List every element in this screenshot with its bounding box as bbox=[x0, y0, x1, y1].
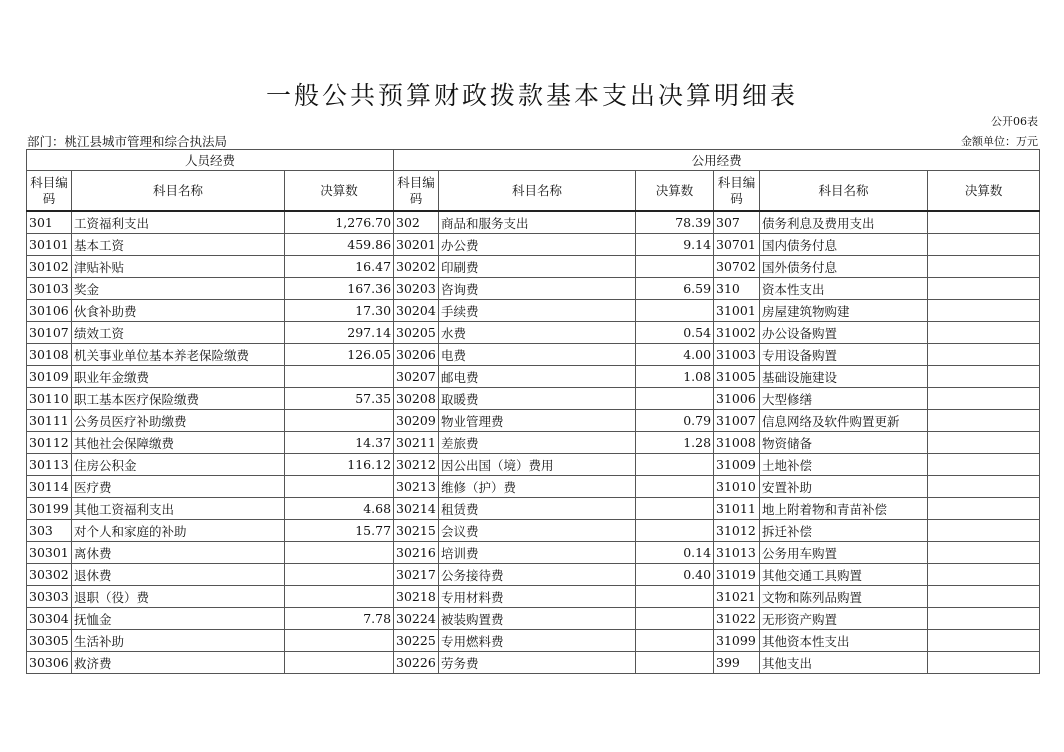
name-cell: 奖金 bbox=[72, 278, 285, 300]
code-cell: 31002 bbox=[714, 322, 760, 344]
amount-cell bbox=[928, 564, 1040, 586]
name-cell: 印刷费 bbox=[439, 256, 636, 278]
name-cell: 公务员医疗补助缴费 bbox=[72, 410, 285, 432]
code-cell: 30302 bbox=[27, 564, 72, 586]
name-cell: 伙食补助费 bbox=[72, 300, 285, 322]
code-cell: 30212 bbox=[394, 454, 439, 476]
name-cell: 职业年金缴费 bbox=[72, 366, 285, 388]
header-name: 科目名称 bbox=[439, 171, 636, 212]
code-cell: 30108 bbox=[27, 344, 72, 366]
amount-cell bbox=[285, 410, 394, 432]
unit-label: 金额单位：万元 bbox=[961, 135, 1038, 148]
code-cell: 31009 bbox=[714, 454, 760, 476]
name-cell: 因公出国（境）费用 bbox=[439, 454, 636, 476]
code-cell: 30206 bbox=[394, 344, 439, 366]
header-name: 科目名称 bbox=[760, 171, 928, 212]
code-cell: 30304 bbox=[27, 608, 72, 630]
name-cell: 地上附着物和青苗补偿 bbox=[760, 498, 928, 520]
code-cell: 30114 bbox=[27, 476, 72, 498]
amount-cell bbox=[636, 586, 714, 608]
amount-cell bbox=[928, 278, 1040, 300]
amount-cell bbox=[928, 520, 1040, 542]
name-cell: 安置补助 bbox=[760, 476, 928, 498]
name-cell: 职工基本医疗保险缴费 bbox=[72, 388, 285, 410]
table-row bbox=[27, 278, 1040, 300]
code-cell: 30213 bbox=[394, 476, 439, 498]
code-cell: 31012 bbox=[714, 520, 760, 542]
expenditure-table bbox=[26, 149, 1040, 674]
section-personnel: 人员经费 bbox=[27, 150, 394, 171]
table-row bbox=[27, 454, 1040, 476]
code-cell: 30110 bbox=[27, 388, 72, 410]
section-public: 公用经费 bbox=[394, 150, 1040, 171]
name-cell: 大型修缮 bbox=[760, 388, 928, 410]
amount-cell: 0.40 bbox=[636, 564, 714, 586]
name-cell: 工资福利支出 bbox=[72, 211, 285, 234]
code-cell: 30306 bbox=[27, 652, 72, 674]
amount-cell bbox=[636, 608, 714, 630]
amount-cell: 1.28 bbox=[636, 432, 714, 454]
table-row bbox=[27, 322, 1040, 344]
code-cell: 31021 bbox=[714, 586, 760, 608]
name-cell: 退休费 bbox=[72, 564, 285, 586]
amount-cell: 1,276.70 bbox=[285, 211, 394, 234]
name-cell: 会议费 bbox=[439, 520, 636, 542]
amount-cell bbox=[285, 476, 394, 498]
code-cell: 30208 bbox=[394, 388, 439, 410]
name-cell: 抚恤金 bbox=[72, 608, 285, 630]
code-cell: 31010 bbox=[714, 476, 760, 498]
amount-cell bbox=[636, 498, 714, 520]
amount-cell bbox=[928, 388, 1040, 410]
code-cell: 30301 bbox=[27, 542, 72, 564]
page-title: 一般公共预算财政拨款基本支出决算明细表 bbox=[265, 81, 798, 110]
table-row bbox=[27, 542, 1040, 564]
amount-cell: 297.14 bbox=[285, 322, 394, 344]
code-cell: 399 bbox=[714, 652, 760, 674]
table-row bbox=[27, 498, 1040, 520]
header-amount: 决算数 bbox=[285, 171, 394, 212]
name-cell: 电费 bbox=[439, 344, 636, 366]
amount-cell bbox=[928, 300, 1040, 322]
name-cell: 国内债务付息 bbox=[760, 234, 928, 256]
amount-cell bbox=[928, 256, 1040, 278]
amount-cell bbox=[928, 366, 1040, 388]
code-cell: 30203 bbox=[394, 278, 439, 300]
name-cell: 无形资产购置 bbox=[760, 608, 928, 630]
table-row bbox=[27, 630, 1040, 652]
name-cell: 土地补偿 bbox=[760, 454, 928, 476]
name-cell: 专用燃料费 bbox=[439, 630, 636, 652]
amount-cell bbox=[636, 454, 714, 476]
table-row bbox=[27, 256, 1040, 278]
name-cell: 商品和服务支出 bbox=[439, 211, 636, 234]
amount-cell bbox=[636, 300, 714, 322]
name-cell: 医疗费 bbox=[72, 476, 285, 498]
code-cell: 30701 bbox=[714, 234, 760, 256]
code-cell: 31006 bbox=[714, 388, 760, 410]
code-cell: 31011 bbox=[714, 498, 760, 520]
name-cell: 基础设施建设 bbox=[760, 366, 928, 388]
name-cell: 其他资本性支出 bbox=[760, 630, 928, 652]
name-cell: 专用材料费 bbox=[439, 586, 636, 608]
table-row bbox=[27, 564, 1040, 586]
code-cell: 30211 bbox=[394, 432, 439, 454]
table-row bbox=[27, 652, 1040, 674]
table-row bbox=[27, 211, 1040, 234]
table-row bbox=[27, 586, 1040, 608]
name-cell: 房屋建筑物购建 bbox=[760, 300, 928, 322]
code-cell: 30207 bbox=[394, 366, 439, 388]
name-cell: 咨询费 bbox=[439, 278, 636, 300]
amount-cell bbox=[928, 630, 1040, 652]
code-cell: 30102 bbox=[27, 256, 72, 278]
name-cell: 津贴补贴 bbox=[72, 256, 285, 278]
amount-cell bbox=[636, 630, 714, 652]
amount-cell bbox=[636, 652, 714, 674]
amount-cell: 0.79 bbox=[636, 410, 714, 432]
code-cell: 31001 bbox=[714, 300, 760, 322]
code-cell: 30217 bbox=[394, 564, 439, 586]
code-cell: 30303 bbox=[27, 586, 72, 608]
name-cell: 被装购置费 bbox=[439, 608, 636, 630]
code-cell: 30202 bbox=[394, 256, 439, 278]
amount-cell bbox=[636, 256, 714, 278]
name-cell: 拆迁补偿 bbox=[760, 520, 928, 542]
table-row bbox=[27, 344, 1040, 366]
name-cell: 其他交通工具购置 bbox=[760, 564, 928, 586]
name-cell: 其他工资福利支出 bbox=[72, 498, 285, 520]
code-cell: 30112 bbox=[27, 432, 72, 454]
header-code: 科目编码 bbox=[27, 171, 72, 212]
name-cell: 水费 bbox=[439, 322, 636, 344]
table-row bbox=[27, 300, 1040, 322]
name-cell: 国外债务付息 bbox=[760, 256, 928, 278]
name-cell: 办公费 bbox=[439, 234, 636, 256]
name-cell: 邮电费 bbox=[439, 366, 636, 388]
code-cell: 30209 bbox=[394, 410, 439, 432]
code-cell: 30305 bbox=[27, 630, 72, 652]
name-cell: 资本性支出 bbox=[760, 278, 928, 300]
amount-cell: 15.77 bbox=[285, 520, 394, 542]
code-cell: 30218 bbox=[394, 586, 439, 608]
code-cell: 30103 bbox=[27, 278, 72, 300]
amount-cell bbox=[928, 432, 1040, 454]
name-cell: 住房公积金 bbox=[72, 454, 285, 476]
amount-cell: 1.08 bbox=[636, 366, 714, 388]
amount-cell bbox=[285, 630, 394, 652]
table-row bbox=[27, 476, 1040, 498]
header-code: 科目编码 bbox=[394, 171, 439, 212]
amount-cell: 459.86 bbox=[285, 234, 394, 256]
name-cell: 退职（役）费 bbox=[72, 586, 285, 608]
amount-cell: 4.00 bbox=[636, 344, 714, 366]
table-row bbox=[27, 432, 1040, 454]
name-cell: 租赁费 bbox=[439, 498, 636, 520]
name-cell: 取暖费 bbox=[439, 388, 636, 410]
name-cell: 公务用车购置 bbox=[760, 542, 928, 564]
name-cell: 其他支出 bbox=[760, 652, 928, 674]
name-cell: 生活补助 bbox=[72, 630, 285, 652]
amount-cell: 116.12 bbox=[285, 454, 394, 476]
amount-cell: 126.05 bbox=[285, 344, 394, 366]
amount-cell bbox=[928, 476, 1040, 498]
amount-cell bbox=[636, 388, 714, 410]
name-cell: 物资储备 bbox=[760, 432, 928, 454]
table-row bbox=[27, 410, 1040, 432]
code-cell: 30199 bbox=[27, 498, 72, 520]
code-cell: 30109 bbox=[27, 366, 72, 388]
code-cell: 31007 bbox=[714, 410, 760, 432]
amount-cell bbox=[285, 652, 394, 674]
code-cell: 30111 bbox=[27, 410, 72, 432]
amount-cell: 9.14 bbox=[636, 234, 714, 256]
table-row bbox=[27, 366, 1040, 388]
name-cell: 救济费 bbox=[72, 652, 285, 674]
amount-cell bbox=[636, 520, 714, 542]
table-row bbox=[27, 388, 1040, 410]
amount-cell: 7.78 bbox=[285, 608, 394, 630]
amount-cell: 17.30 bbox=[285, 300, 394, 322]
code-cell: 31005 bbox=[714, 366, 760, 388]
table-row bbox=[27, 234, 1040, 256]
name-cell: 文物和陈列品购置 bbox=[760, 586, 928, 608]
name-cell: 离休费 bbox=[72, 542, 285, 564]
code-cell: 30205 bbox=[394, 322, 439, 344]
code-cell: 30224 bbox=[394, 608, 439, 630]
column-header-row bbox=[27, 171, 1040, 212]
header-name: 科目名称 bbox=[72, 171, 285, 212]
code-cell: 31008 bbox=[714, 432, 760, 454]
amount-cell bbox=[928, 608, 1040, 630]
amount-cell bbox=[928, 542, 1040, 564]
code-cell: 31019 bbox=[714, 564, 760, 586]
name-cell: 其他社会保障缴费 bbox=[72, 432, 285, 454]
name-cell: 物业管理费 bbox=[439, 410, 636, 432]
code-cell: 30216 bbox=[394, 542, 439, 564]
name-cell: 劳务费 bbox=[439, 652, 636, 674]
amount-cell bbox=[285, 366, 394, 388]
amount-cell bbox=[928, 410, 1040, 432]
code-cell: 31003 bbox=[714, 344, 760, 366]
name-cell: 公务接待费 bbox=[439, 564, 636, 586]
code-cell: 30214 bbox=[394, 498, 439, 520]
name-cell: 专用设备购置 bbox=[760, 344, 928, 366]
name-cell: 办公设备购置 bbox=[760, 322, 928, 344]
code-cell: 30106 bbox=[27, 300, 72, 322]
code-cell: 30201 bbox=[394, 234, 439, 256]
amount-cell: 0.54 bbox=[636, 322, 714, 344]
code-cell: 310 bbox=[714, 278, 760, 300]
amount-cell bbox=[928, 586, 1040, 608]
code-cell: 30101 bbox=[27, 234, 72, 256]
code-cell: 30225 bbox=[394, 630, 439, 652]
amount-cell bbox=[285, 586, 394, 608]
code-cell: 30113 bbox=[27, 454, 72, 476]
code-cell: 30204 bbox=[394, 300, 439, 322]
amount-cell bbox=[636, 476, 714, 498]
header-amount: 决算数 bbox=[928, 171, 1040, 212]
name-cell: 手续费 bbox=[439, 300, 636, 322]
amount-cell bbox=[928, 234, 1040, 256]
name-cell: 培训费 bbox=[439, 542, 636, 564]
name-cell: 债务利息及费用支出 bbox=[760, 211, 928, 234]
amount-cell bbox=[928, 454, 1040, 476]
code-cell: 30226 bbox=[394, 652, 439, 674]
code-cell: 30107 bbox=[27, 322, 72, 344]
section-header-row bbox=[27, 150, 1040, 171]
name-cell: 维修（护）费 bbox=[439, 476, 636, 498]
code-cell: 30702 bbox=[714, 256, 760, 278]
amount-cell: 167.36 bbox=[285, 278, 394, 300]
amount-cell: 78.39 bbox=[636, 211, 714, 234]
name-cell: 绩效工资 bbox=[72, 322, 285, 344]
table-body bbox=[27, 211, 1040, 674]
header-code: 科目编码 bbox=[714, 171, 760, 212]
amount-cell bbox=[928, 652, 1040, 674]
amount-cell bbox=[928, 211, 1040, 234]
name-cell: 基本工资 bbox=[72, 234, 285, 256]
name-cell: 信息网络及软件购置更新 bbox=[760, 410, 928, 432]
amount-cell bbox=[928, 322, 1040, 344]
code-cell: 31022 bbox=[714, 608, 760, 630]
name-cell: 差旅费 bbox=[439, 432, 636, 454]
amount-cell: 14.37 bbox=[285, 432, 394, 454]
amount-cell bbox=[285, 542, 394, 564]
amount-cell bbox=[928, 498, 1040, 520]
amount-cell bbox=[928, 344, 1040, 366]
amount-cell: 16.47 bbox=[285, 256, 394, 278]
amount-cell: 57.35 bbox=[285, 388, 394, 410]
code-cell: 303 bbox=[27, 520, 72, 542]
name-cell: 对个人和家庭的补助 bbox=[72, 520, 285, 542]
department-label: 部门：桃江县城市管理和综合执法局 bbox=[27, 134, 228, 149]
table-row bbox=[27, 520, 1040, 542]
table-row bbox=[27, 608, 1040, 630]
name-cell: 机关事业单位基本养老保险缴费 bbox=[72, 344, 285, 366]
form-id: 公开06表 bbox=[991, 115, 1038, 128]
code-cell: 301 bbox=[27, 211, 72, 234]
code-cell: 307 bbox=[714, 211, 760, 234]
amount-cell: 4.68 bbox=[285, 498, 394, 520]
amount-cell: 6.59 bbox=[636, 278, 714, 300]
amount-cell: 0.14 bbox=[636, 542, 714, 564]
code-cell: 31013 bbox=[714, 542, 760, 564]
code-cell: 30215 bbox=[394, 520, 439, 542]
code-cell: 31099 bbox=[714, 630, 760, 652]
code-cell: 302 bbox=[394, 211, 439, 234]
amount-cell bbox=[285, 564, 394, 586]
header-amount: 决算数 bbox=[636, 171, 714, 212]
